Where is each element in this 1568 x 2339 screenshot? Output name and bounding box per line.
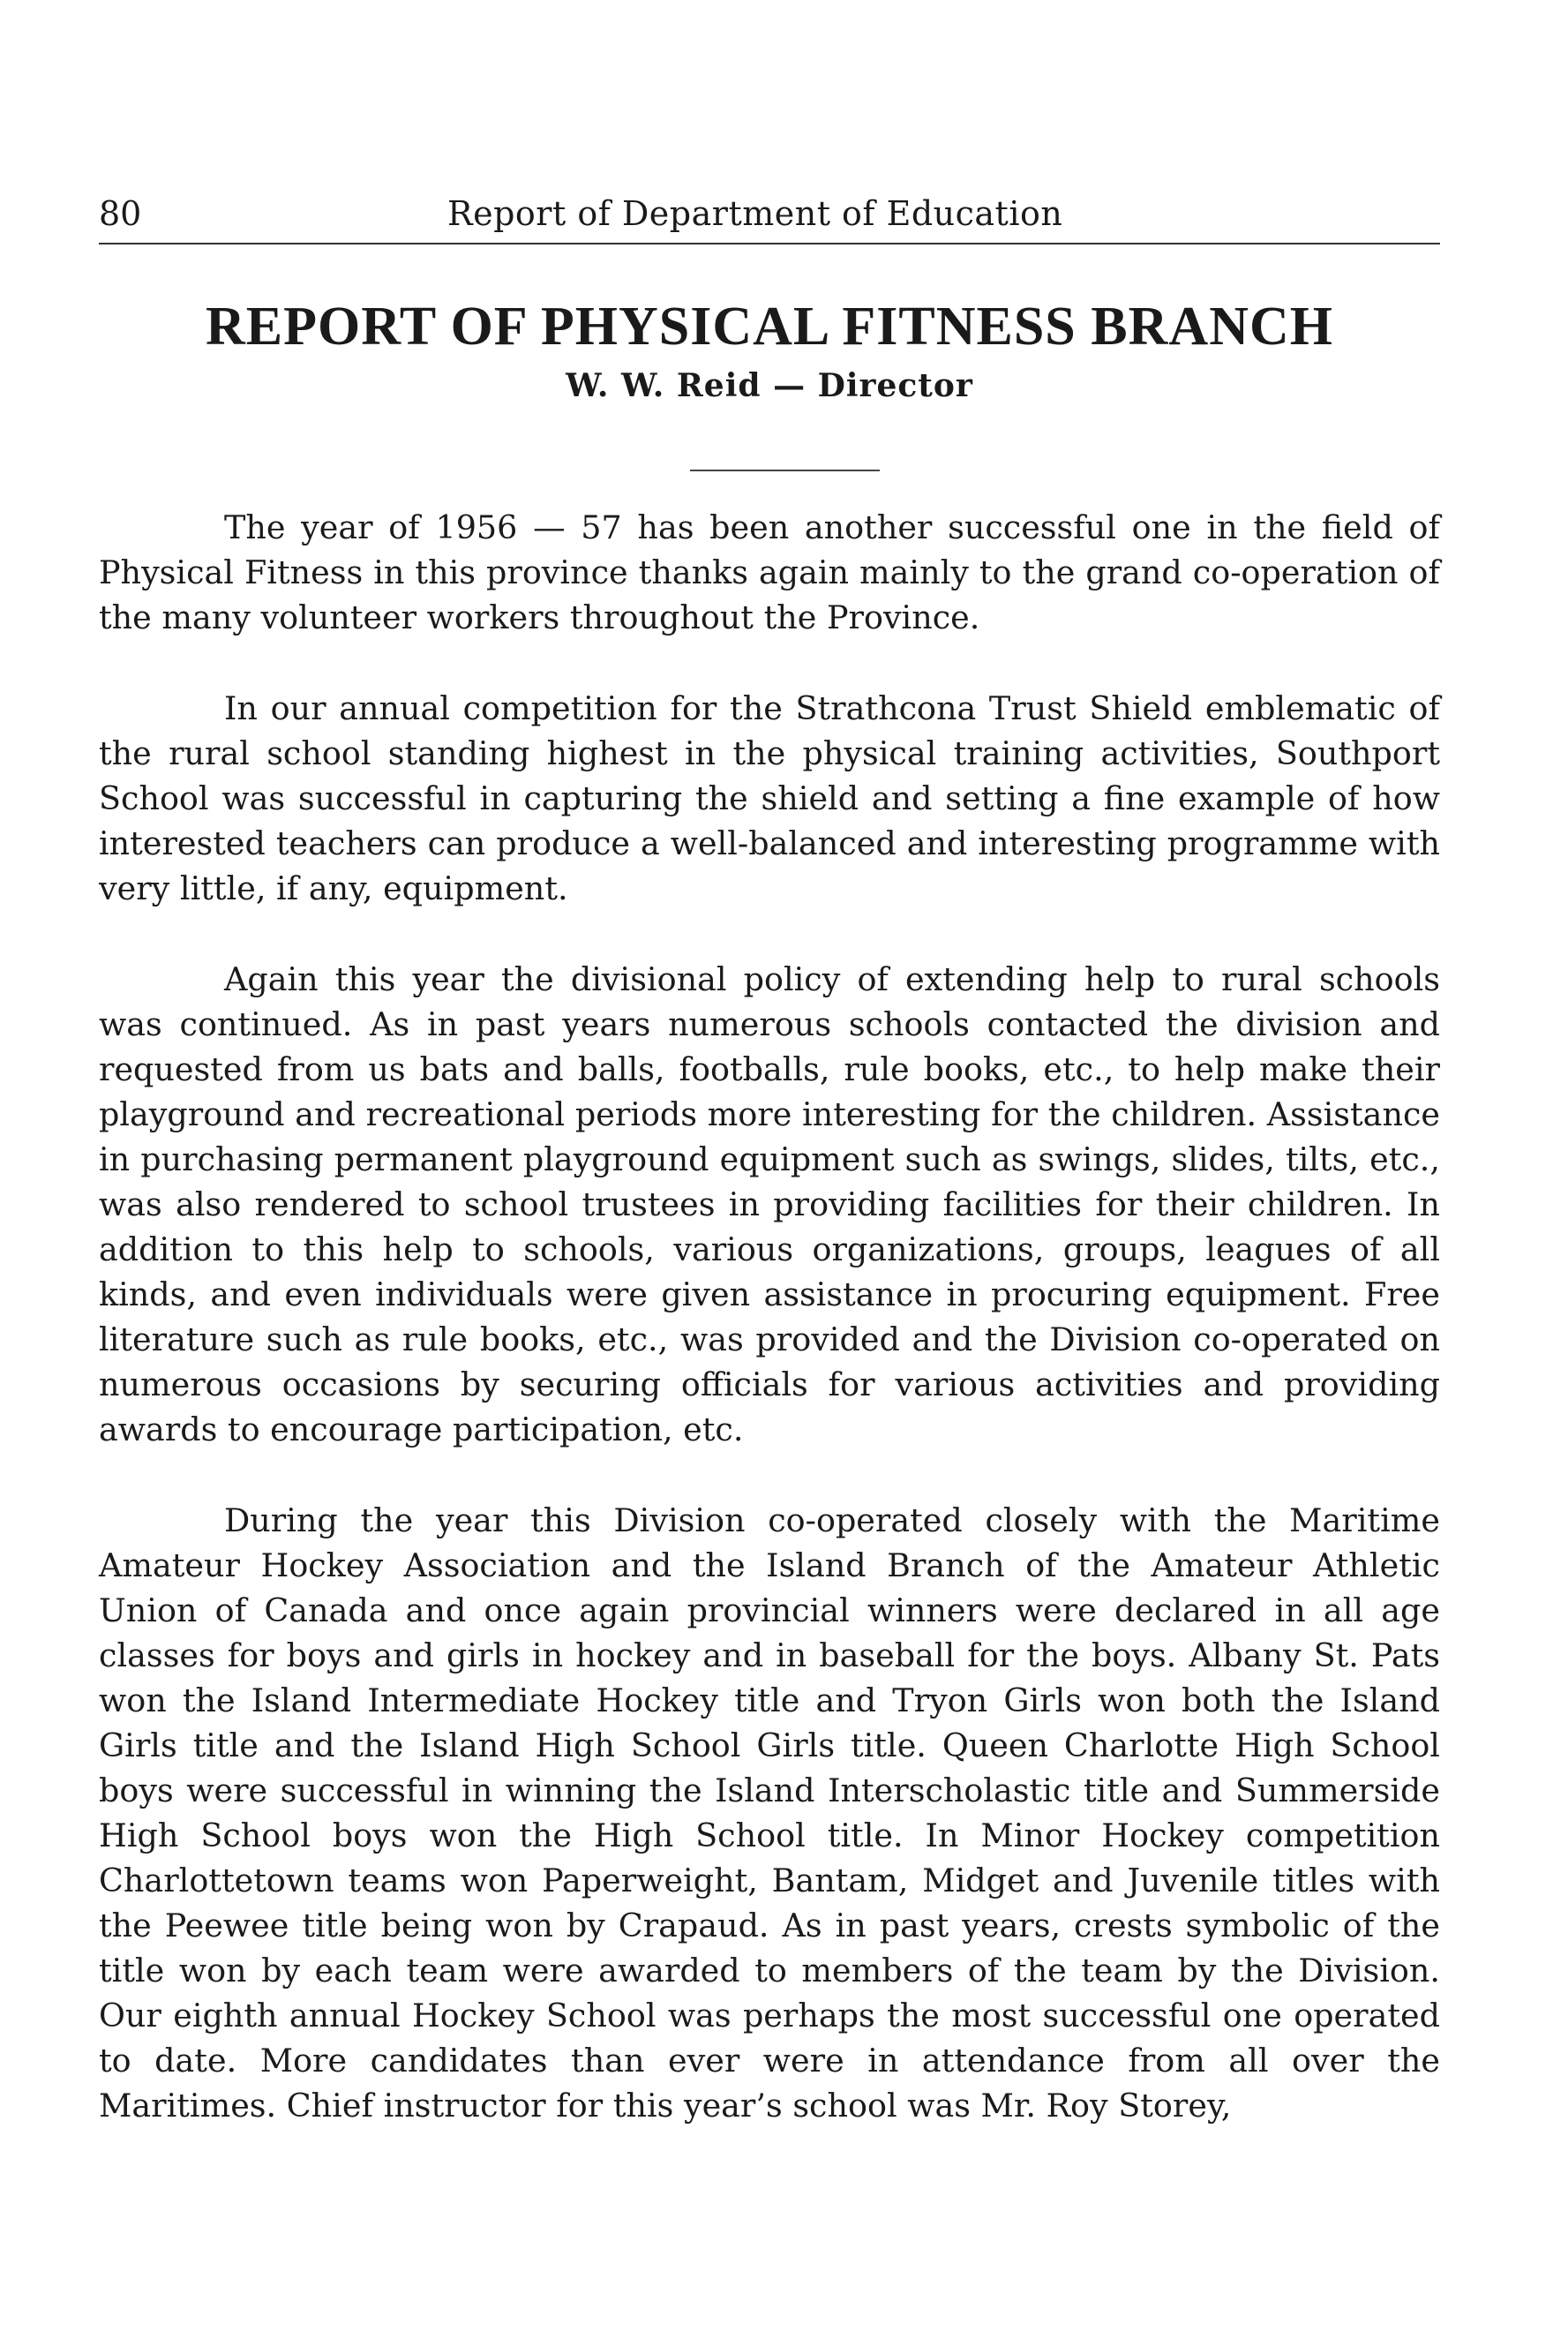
page-number: 80 bbox=[99, 194, 142, 233]
paragraph: During the year this Division co-operated closely with the Maritime Amateur Hockey Association and the Island Branch of the Amateur Athletic Union of Canada and once again provincial winners were declared in all age classes for boys and girls in hockey and in baseball for the boys. Albany St. Pats won the Island Intermediate Hockey title and Tryon Girls won both the Island Girls title and the Island High School Girls title. Queen Charlotte High School boys were successful in winning the Island Interscholastic title and Summerside High School boys won the High School title. In Minor Hockey competition Charlottetown teams won Paperweight, Bantam, Midget and Juvenile titles with the Peewee title being won by Crapaud. As in past years, crests symbolic of the title won by each team were awarded to members of the team by the Division. Our eighth annual Hockey School was perhaps the most successful one operated to date. More candidates than ever were in attendance from all over the Maritimes. Chief instructor for this year’s school was Mr. Roy Storey, bbox=[99, 1501, 1440, 2125]
report-title: REPORT OF PHYSICAL FITNESS BRANCH bbox=[206, 297, 1333, 357]
director-line: W. W. Reid — Director bbox=[566, 367, 973, 404]
paragraph: The year of 1956 — 57 has been another successful one in the field of Physical Fitness in this province thanks again mainly to the grand co-operation of the many volunteer workers throughout the Province. bbox=[99, 508, 1440, 636]
body-text bbox=[99, 505, 1440, 2128]
running-title: Report of Department of Education bbox=[447, 194, 1063, 233]
header-rule bbox=[99, 243, 1440, 244]
paragraph: In our annual competition for the Strathcona Trust Shield emblematic of the rural school standing highest in the physical training activities, Southport School was successful in capturing the shield and setting a fine example of how interested teachers can produce a well-balanced and interesting programme with very little, if any, equipment. bbox=[99, 689, 1440, 907]
running-header bbox=[99, 187, 1440, 240]
paragraph: Again this year the divisional policy of extending help to rural schools was continued. As in past years numerous schools contacted the division and requested from us bats and balls, footballs, rule books, etc., to help make their playground and recreational periods more interesting for the children. Assistance in purchasing permanent playground equipment such as swings, slides, tilts, etc., was also rendered to school trustees in providing facilities for their children. In addition to this help to schools, various organizations, groups, leagues of all kinds, and even individuals were given assistance in procuring equipment. Free literature such as rule books, etc., was provided and the Division co-operated on numerous occasions by securing officials for various activities and providing awards to encourage participation, etc. bbox=[99, 960, 1440, 1448]
title-divider bbox=[690, 470, 880, 471]
